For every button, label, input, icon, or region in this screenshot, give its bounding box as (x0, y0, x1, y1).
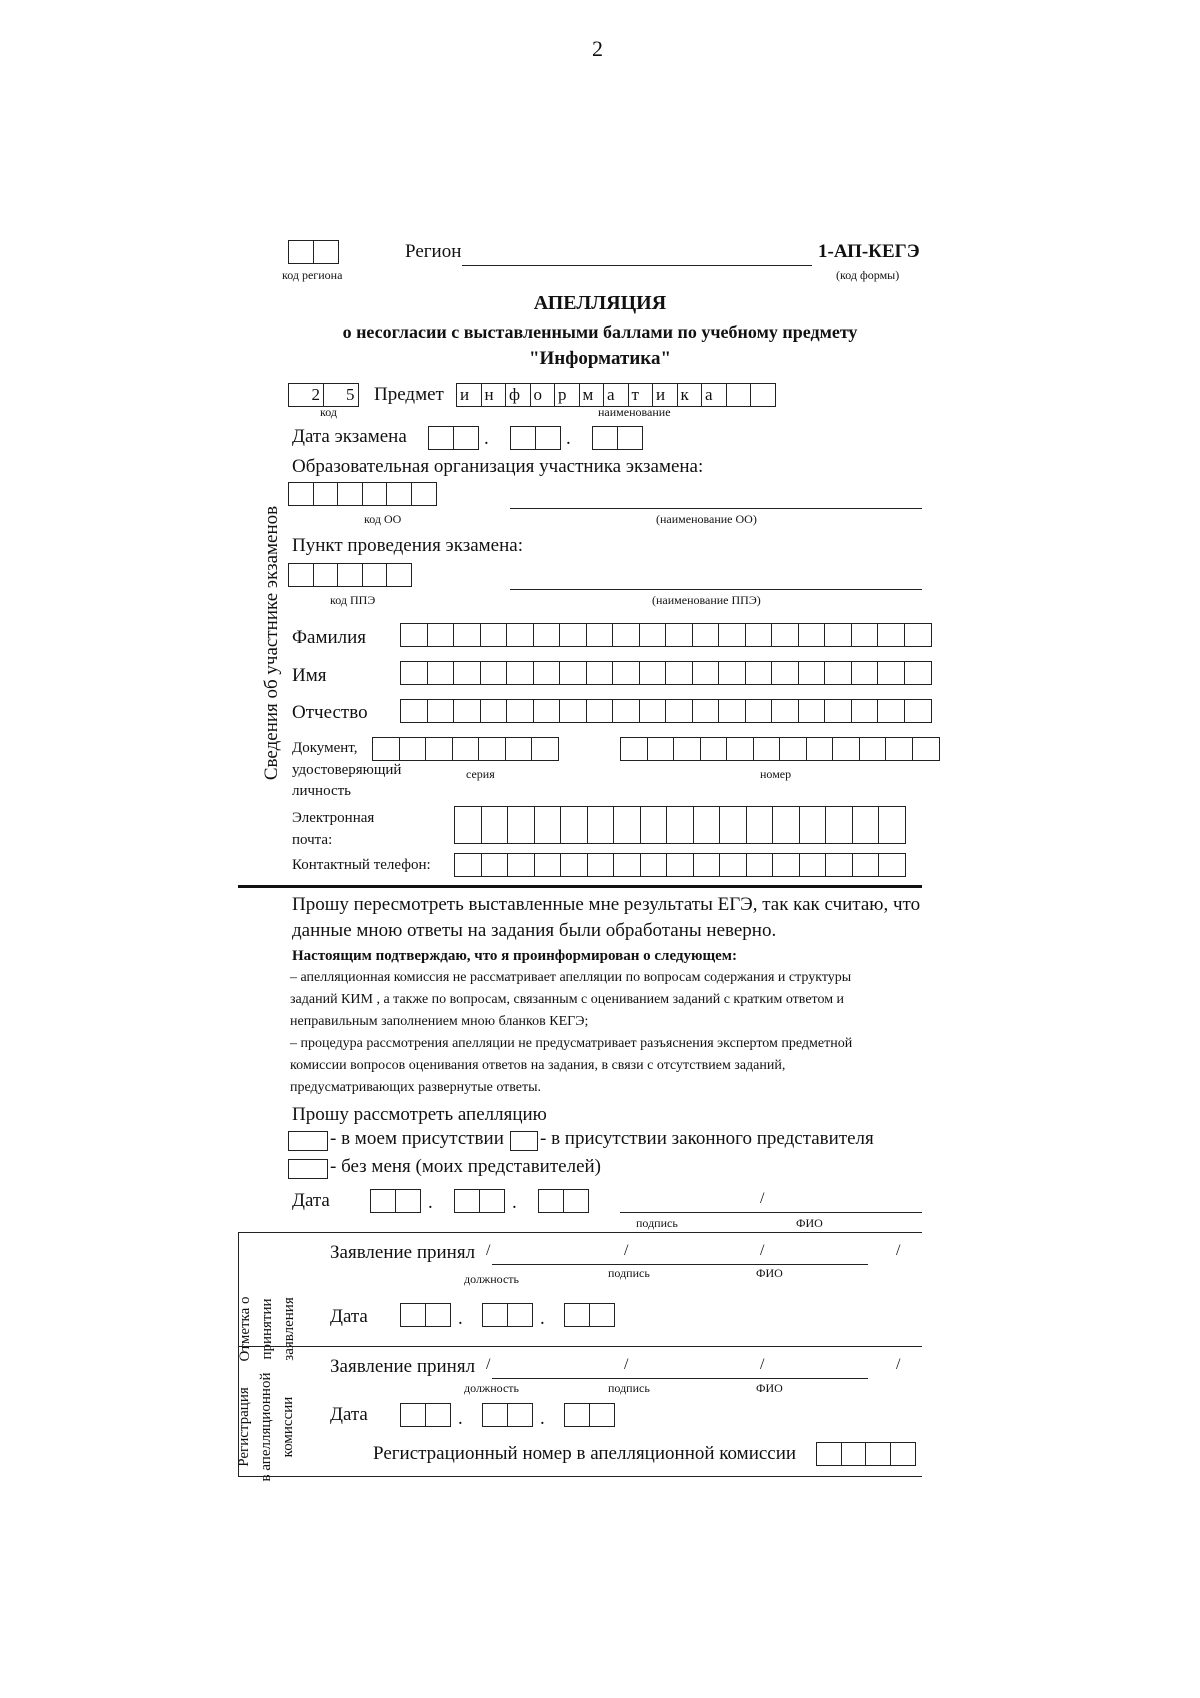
subject-code-digit: 5 (323, 383, 359, 407)
subject-letter-cell: к (677, 383, 703, 407)
option-without-checkbox[interactable] (288, 1159, 328, 1179)
input-cell[interactable] (746, 806, 774, 844)
input-cell[interactable] (772, 806, 800, 844)
date-cell[interactable] (428, 426, 454, 450)
slash: / (486, 1242, 491, 1259)
surname-cells[interactable] (400, 623, 932, 647)
input-cell[interactable] (482, 1403, 508, 1427)
request-month-cells[interactable] (454, 1189, 505, 1213)
input-cell[interactable] (587, 806, 615, 844)
input-cell[interactable] (745, 699, 773, 723)
input-cell[interactable] (400, 661, 428, 685)
org-name-line[interactable] (510, 508, 922, 509)
doc-title: АПЕЛЛЯЦИЯ (533, 292, 667, 314)
reg-side-label (233, 1347, 299, 1507)
region-code-caption: код региона (282, 268, 343, 282)
region-code-cell[interactable] (313, 240, 339, 264)
input-cell[interactable] (507, 1303, 533, 1327)
input-cell[interactable] (453, 699, 481, 723)
ppe-code-cells[interactable] (288, 563, 412, 587)
input-cell[interactable] (825, 806, 853, 844)
region-code-cell[interactable] (288, 240, 314, 264)
name-cells[interactable] (400, 661, 932, 685)
date-dot: . (484, 428, 489, 449)
info-p2-line1: – процедура рассмотрения апелляции не предусматривает разъяснения экспертом предметной (290, 1036, 853, 1051)
input-cell[interactable] (693, 806, 721, 844)
patronymic-cells[interactable] (400, 699, 932, 723)
subject-letter-cell[interactable] (750, 383, 776, 407)
org-code-cell[interactable] (337, 482, 363, 506)
doc-label-line3: личность (292, 783, 352, 799)
input-cell[interactable] (454, 853, 482, 877)
page-number: 2 (592, 36, 603, 61)
slash: / (624, 1356, 629, 1373)
input-cell[interactable] (510, 1131, 538, 1151)
reg-month-cells[interactable] (482, 1403, 533, 1427)
input-cell[interactable] (904, 661, 932, 685)
reg-side-l1: Регистрация (236, 1387, 252, 1467)
reg-date-label: Дата (330, 1404, 368, 1425)
email-label-line2: почта: (292, 832, 333, 848)
subject-letter-cell: р (554, 383, 580, 407)
subject-letter-cell: и (456, 383, 482, 407)
input-cell[interactable] (852, 853, 880, 877)
org-code-cells[interactable] (288, 482, 437, 506)
slash: / (896, 1356, 901, 1373)
input-cell[interactable] (533, 699, 561, 723)
ppe-code-cell[interactable] (386, 563, 412, 587)
input-cell[interactable] (538, 1189, 564, 1213)
input-cell[interactable] (719, 853, 747, 877)
input-cell[interactable] (890, 1442, 916, 1466)
input-cell[interactable] (825, 853, 853, 877)
input-cell[interactable] (771, 623, 799, 647)
accept-year-cells[interactable] (564, 1303, 615, 1327)
subject-letter-cell: и (652, 383, 678, 407)
doc-number-cells[interactable] (620, 737, 940, 761)
input-cell[interactable] (505, 737, 533, 761)
date-cell[interactable] (617, 426, 643, 450)
email-cells[interactable] (454, 806, 906, 844)
input-cell[interactable] (586, 699, 614, 723)
option-present-checkbox[interactable] (288, 1131, 328, 1151)
input-cell[interactable] (534, 853, 562, 877)
subject-title: "Информатика" (528, 348, 671, 369)
accept-label: Заявление принял (330, 1242, 476, 1263)
input-cell[interactable] (719, 806, 747, 844)
input-cell[interactable] (480, 623, 508, 647)
input-cell[interactable] (824, 661, 852, 685)
input-cell[interactable] (399, 737, 427, 761)
input-cell[interactable] (506, 699, 534, 723)
patronymic-label: Отчество (292, 702, 368, 723)
sign-slash: / (760, 1190, 765, 1207)
date-cell[interactable] (510, 426, 536, 450)
input-cell[interactable] (400, 1303, 426, 1327)
doc-number-caption: номер (760, 767, 792, 781)
exam-day-cells[interactable] (428, 426, 479, 450)
doc-series-cells[interactable] (372, 737, 559, 761)
ppe-label: Пункт проведения экзамена: (292, 535, 523, 556)
date-dot: . (566, 428, 571, 449)
input-cell[interactable] (700, 737, 728, 761)
input-cell[interactable] (885, 737, 913, 761)
input-cell[interactable] (507, 853, 535, 877)
input-cell[interactable] (288, 1159, 328, 1179)
email-label-line1: Электронная (292, 810, 375, 826)
input-cell[interactable] (480, 661, 508, 685)
input-cell[interactable] (726, 737, 754, 761)
input-cell[interactable] (454, 1189, 480, 1213)
date-cell[interactable] (592, 426, 618, 450)
input-cell[interactable] (560, 853, 588, 877)
input-cell[interactable] (372, 737, 400, 761)
region-code-cells[interactable] (288, 240, 339, 264)
input-cell[interactable] (427, 699, 455, 723)
info-p2-line3: предусматривающих развернутые ответы. (290, 1080, 542, 1095)
input-cell[interactable] (589, 1303, 615, 1327)
input-cell[interactable] (506, 661, 534, 685)
input-cell[interactable] (533, 661, 561, 685)
input-cell[interactable] (877, 623, 905, 647)
input-cell[interactable] (612, 623, 640, 647)
input-cell[interactable] (589, 1403, 615, 1427)
input-cell[interactable] (425, 1403, 451, 1427)
input-cell[interactable] (718, 623, 746, 647)
date-dot: . (458, 1308, 463, 1329)
input-cell[interactable] (865, 1442, 891, 1466)
reg-number-label: Регистрационный номер в апелляционной комиссии (373, 1443, 797, 1464)
input-cell[interactable] (666, 853, 694, 877)
date-cell[interactable] (535, 426, 561, 450)
info-p2-line2: комиссии вопросов оценивания ответов на задания, в связи с отсутствием заданий, (290, 1058, 786, 1073)
input-cell[interactable] (693, 853, 721, 877)
subject-name-caption: наименование (598, 405, 671, 419)
slash: / (896, 1242, 901, 1259)
input-cell[interactable] (586, 661, 614, 685)
input-cell[interactable] (400, 699, 428, 723)
subject-letter-cell: а (701, 383, 727, 407)
doc-label-line2: удостоверяющий (292, 762, 402, 778)
accept-block-top (238, 1232, 922, 1233)
input-cell[interactable] (746, 853, 774, 877)
input-cell[interactable] (288, 1131, 328, 1151)
input-cell[interactable] (481, 806, 509, 844)
input-cell[interactable] (666, 806, 694, 844)
input-cell[interactable] (851, 623, 879, 647)
subject-letter-cell: т (628, 383, 654, 407)
input-cell[interactable] (665, 623, 693, 647)
input-cell[interactable] (479, 1189, 505, 1213)
input-cell[interactable] (639, 623, 667, 647)
input-cell[interactable] (563, 1189, 589, 1213)
input-cell[interactable] (533, 623, 561, 647)
org-name-caption: (наименование ОО) (656, 512, 757, 526)
input-cell[interactable] (425, 1303, 451, 1327)
subject-letter-cell: о (530, 383, 556, 407)
org-code-cell[interactable] (313, 482, 339, 506)
info-p1-line1: – апелляционная комиссия не рассматривает апелляции по вопросам содержания и структуры (290, 970, 852, 985)
date-cell[interactable] (453, 426, 479, 450)
accept-date-label: Дата (330, 1306, 368, 1327)
exam-month-cells[interactable] (510, 426, 561, 450)
input-cell[interactable] (799, 853, 827, 877)
exam-year-cells[interactable] (592, 426, 643, 450)
input-cell[interactable] (771, 661, 799, 685)
input-cell[interactable] (587, 853, 615, 877)
request-sign-line[interactable] (620, 1212, 922, 1213)
input-cell[interactable] (453, 623, 481, 647)
input-cell[interactable] (824, 699, 852, 723)
ppe-name-line[interactable] (510, 589, 922, 590)
input-cell[interactable] (454, 806, 482, 844)
org-code-caption: код ОО (364, 512, 402, 526)
accept-month-cells[interactable] (482, 1303, 533, 1327)
input-cell[interactable] (612, 661, 640, 685)
subject-letter-cell: а (603, 383, 629, 407)
input-cell[interactable] (480, 699, 508, 723)
input-cell[interactable] (612, 699, 640, 723)
input-cell[interactable] (559, 661, 587, 685)
date-dot: . (428, 1192, 433, 1213)
input-cell[interactable] (453, 661, 481, 685)
input-cell[interactable] (753, 737, 781, 761)
input-cell[interactable] (692, 699, 720, 723)
phone-label: Контактный телефон: (292, 857, 431, 873)
input-cell[interactable] (824, 623, 852, 647)
input-cell[interactable] (832, 737, 860, 761)
option-rep-label: - в присутствии законного представителя (540, 1128, 874, 1149)
subject-code-caption: код (320, 405, 337, 419)
input-cell[interactable] (425, 737, 453, 761)
input-cell[interactable] (506, 623, 534, 647)
input-cell[interactable] (798, 661, 826, 685)
reg-fio-caption: ФИО (756, 1381, 783, 1395)
subject-letter-cell: н (481, 383, 507, 407)
subject-letter-cell[interactable] (726, 383, 752, 407)
input-cell[interactable] (613, 853, 641, 877)
confirm-heading: Настоящим подтверждаю, что я проинформирован о следующем: (292, 948, 737, 964)
option-present-label: - в моем присутствии (330, 1128, 504, 1149)
input-cell[interactable] (673, 737, 701, 761)
input-cell[interactable] (395, 1189, 421, 1213)
reg-year-cells[interactable] (564, 1403, 615, 1427)
subject-code-digit: 2 (288, 383, 324, 407)
input-cell[interactable] (427, 623, 455, 647)
input-cell[interactable] (799, 806, 827, 844)
info-p1-line2: заданий КИМ , а также по вопросам, связанным с оцениванием заданий с кратким ответом и (290, 992, 845, 1007)
input-cell[interactable] (400, 623, 428, 647)
subject-label: Предмет (374, 384, 444, 405)
input-cell[interactable] (745, 623, 773, 647)
date-dot: . (512, 1192, 517, 1213)
slash: / (760, 1356, 765, 1373)
date-dot: . (540, 1408, 545, 1429)
accept-side-l2: принятии (259, 1298, 275, 1360)
input-cell[interactable] (779, 737, 807, 761)
input-cell[interactable] (478, 737, 506, 761)
ppe-code-cell[interactable] (362, 563, 388, 587)
input-cell[interactable] (400, 1403, 426, 1427)
org-code-cell[interactable] (411, 482, 437, 506)
ppe-name-caption: (наименование ППЭ) (652, 593, 761, 607)
input-cell[interactable] (640, 853, 668, 877)
input-cell[interactable] (904, 699, 932, 723)
option-without-label: - без меня (моих представителей) (330, 1156, 602, 1177)
reg-side-l3: комиссии (280, 1396, 296, 1458)
input-cell[interactable] (640, 806, 668, 844)
input-cell[interactable] (798, 623, 826, 647)
form-code-caption: (код формы) (836, 268, 900, 282)
exam-date-label: Дата экзамена (292, 426, 407, 447)
input-cell[interactable] (559, 623, 587, 647)
input-cell[interactable] (692, 661, 720, 685)
input-cell[interactable] (639, 661, 667, 685)
slash: / (760, 1242, 765, 1259)
ppe-code-cell[interactable] (337, 563, 363, 587)
input-cell[interactable] (481, 853, 509, 877)
accept-sign-caption: подпись (608, 1266, 650, 1280)
org-code-cell[interactable] (386, 482, 412, 506)
input-cell[interactable] (718, 661, 746, 685)
input-cell[interactable] (878, 806, 906, 844)
surname-label: Фамилия (292, 627, 367, 648)
input-cell[interactable] (665, 661, 693, 685)
input-cell[interactable] (877, 699, 905, 723)
input-cell[interactable] (745, 661, 773, 685)
input-cell[interactable] (772, 853, 800, 877)
slash: / (624, 1242, 629, 1259)
input-cell[interactable] (639, 699, 667, 723)
subject-letter-cell: м (579, 383, 605, 407)
request-line2: данные мною ответы на задания были обработаны неверно. (292, 920, 777, 941)
region-label: Регион (405, 241, 462, 262)
input-cell[interactable] (665, 699, 693, 723)
reg-sign-line[interactable] (492, 1378, 868, 1379)
accept-side-l1: Отметка о (237, 1296, 253, 1362)
region-name-line[interactable] (462, 265, 812, 266)
org-code-cell[interactable] (288, 482, 314, 506)
input-cell[interactable] (841, 1442, 867, 1466)
input-cell[interactable] (878, 853, 906, 877)
subject-name-cells (456, 383, 776, 407)
input-cell[interactable] (851, 661, 879, 685)
input-cell[interactable] (816, 1442, 842, 1466)
doc-series-caption: серия (466, 767, 495, 781)
input-cell[interactable] (560, 806, 588, 844)
slash: / (486, 1356, 491, 1373)
input-cell[interactable] (534, 806, 562, 844)
reg-pos-caption: должность (464, 1381, 519, 1395)
input-cell[interactable] (427, 661, 455, 685)
reg-accept-label: Заявление принял (330, 1356, 476, 1377)
accept-day-cells[interactable] (400, 1303, 451, 1327)
phone-cells[interactable] (454, 853, 906, 877)
accept-fio-caption: ФИО (756, 1266, 783, 1280)
input-cell[interactable] (452, 737, 480, 761)
name-label: Имя (292, 665, 327, 686)
participant-info-side-label: Сведения об участнике экзаменов (261, 505, 282, 781)
org-code-cell[interactable] (362, 482, 388, 506)
request-date-label: Дата (292, 1190, 330, 1211)
ppe-code-cell[interactable] (288, 563, 314, 587)
reg-block-top (238, 1346, 922, 1347)
option-rep-checkbox[interactable] (510, 1131, 538, 1151)
input-cell[interactable] (531, 737, 559, 761)
request-line1: Прошу пересмотреть выставленные мне результаты ЕГЭ, так как считаю, что (292, 894, 921, 915)
input-cell[interactable] (718, 699, 746, 723)
request-sign-caption: подпись (636, 1216, 678, 1230)
input-cell[interactable] (559, 699, 587, 723)
input-cell[interactable] (798, 699, 826, 723)
input-cell[interactable] (620, 737, 648, 761)
ppe-code-cell[interactable] (313, 563, 339, 587)
request-year-cells[interactable] (538, 1189, 589, 1213)
input-cell[interactable] (647, 737, 675, 761)
reg-block-bottom (238, 1476, 922, 1477)
reg-day-cells[interactable] (400, 1403, 451, 1427)
accept-side-l3: заявления (281, 1297, 297, 1361)
date-dot: . (458, 1408, 463, 1429)
input-cell[interactable] (806, 737, 834, 761)
form-code: 1-АП-КЕГЭ (818, 241, 920, 262)
section-divider (238, 885, 922, 888)
input-cell[interactable] (482, 1303, 508, 1327)
input-cell[interactable] (851, 699, 879, 723)
input-cell[interactable] (852, 806, 880, 844)
ppe-code-caption: код ППЭ (330, 593, 376, 607)
input-cell[interactable] (904, 623, 932, 647)
input-cell[interactable] (507, 1403, 533, 1427)
consider-label: Прошу рассмотреть апелляцию (292, 1104, 547, 1125)
request-fio-caption: ФИО (796, 1216, 823, 1230)
input-cell[interactable] (613, 806, 641, 844)
accept-sign-line[interactable] (492, 1264, 868, 1265)
input-cell[interactable] (370, 1189, 396, 1213)
doc-label-line1: Документ, (292, 740, 358, 756)
input-cell[interactable] (564, 1303, 590, 1327)
org-label: Образовательная организация участника экзамена: (292, 456, 704, 477)
input-cell[interactable] (564, 1403, 590, 1427)
date-dot: . (540, 1308, 545, 1329)
info-p1-line3: неправильным заполнением мною бланков КЕГЭ; (290, 1014, 589, 1029)
doc-subtitle: о несогласии с выставленными баллами по учебному предмету (342, 322, 858, 342)
input-cell[interactable] (692, 623, 720, 647)
subject-letter-cell: ф (505, 383, 531, 407)
input-cell[interactable] (586, 623, 614, 647)
input-cell[interactable] (877, 661, 905, 685)
input-cell[interactable] (912, 737, 940, 761)
reg-sign-caption: подпись (608, 1381, 650, 1395)
input-cell[interactable] (771, 699, 799, 723)
accept-pos-caption: должность (464, 1272, 519, 1286)
reg-number-cells[interactable] (816, 1442, 916, 1466)
subject-code-cells (288, 383, 359, 407)
reg-side-l2: в апелляционной (258, 1372, 274, 1482)
input-cell[interactable] (859, 737, 887, 761)
request-day-cells[interactable] (370, 1189, 421, 1213)
input-cell[interactable] (507, 806, 535, 844)
